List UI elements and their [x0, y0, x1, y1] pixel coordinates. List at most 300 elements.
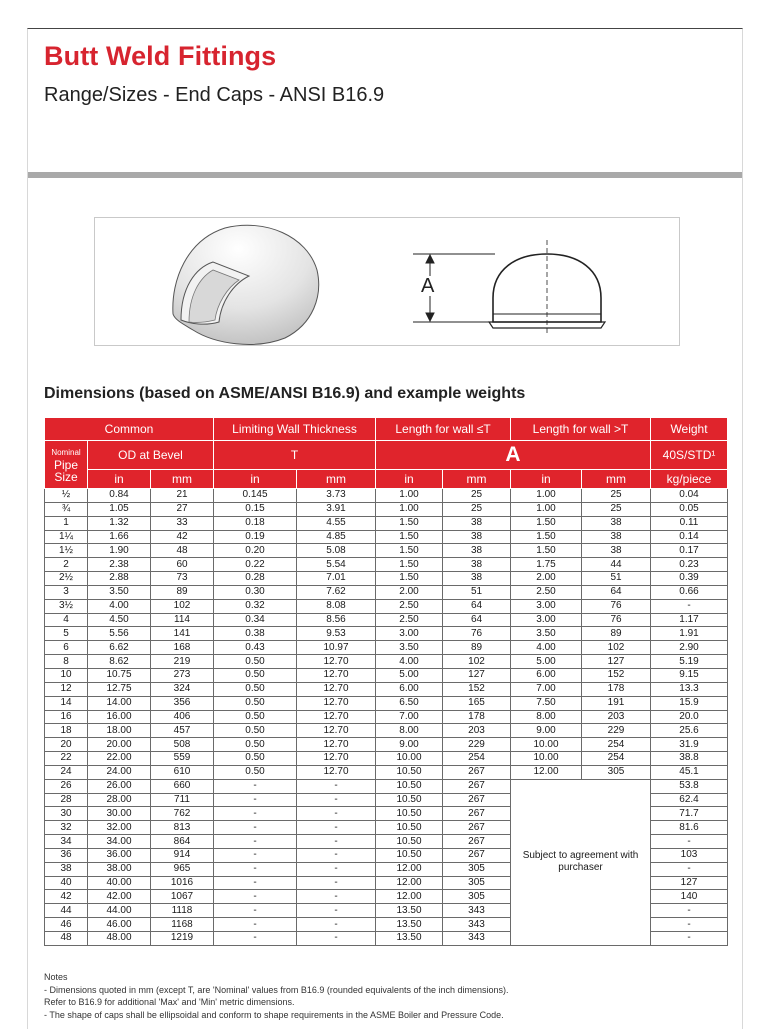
table-cell: 30.00	[88, 807, 151, 821]
table-cell: 203	[582, 710, 651, 724]
table-cell: 38	[443, 558, 511, 572]
table-cell: 12.00	[376, 862, 443, 876]
table-cell: 10.50	[376, 765, 443, 779]
table-cell: 8.00	[511, 710, 582, 724]
table-cell: 8.62	[88, 655, 151, 669]
table-cell: 1.00	[376, 502, 443, 516]
notes-heading: Notes	[44, 972, 68, 982]
group-weight: Weight	[651, 418, 728, 441]
table-cell: 12.70	[297, 710, 376, 724]
table-cell: 26	[45, 779, 88, 793]
table-cell: 1.00	[511, 489, 582, 503]
table-cell: 28.00	[88, 793, 151, 807]
table-cell: 28	[45, 793, 88, 807]
table-cell: 12	[45, 682, 88, 696]
table-cell: 3.00	[376, 627, 443, 641]
table-cell: 0.50	[214, 682, 297, 696]
table-cell: -	[297, 807, 376, 821]
unit-weight: kg/piece	[651, 470, 728, 489]
table-cell: 14	[45, 696, 88, 710]
table-cell: 3.91	[297, 502, 376, 516]
table-cell: 343	[443, 932, 511, 946]
table-cell: -	[297, 862, 376, 876]
table-cell: 305	[443, 890, 511, 904]
unit-a1-mm: mm	[443, 470, 511, 489]
note-line: - Dimensions quoted in mm (except T, are 'Nominal' values from B16.9 (rounded equivalents of the inch dimensions).	[44, 984, 509, 995]
table-cell: 0.20	[214, 544, 297, 558]
table-cell: 1.75	[511, 558, 582, 572]
table-cell: -	[214, 890, 297, 904]
table-cell: 12.70	[297, 765, 376, 779]
note-line: - The shape of caps shall be ellipsoidal and conform to shape requirements in the ASME Boiler and Pressure Code.	[44, 1009, 504, 1020]
table-cell: -	[651, 862, 728, 876]
table-cell: 42.00	[88, 890, 151, 904]
table-cell: 660	[151, 779, 214, 793]
table-cell: 2.50	[511, 585, 582, 599]
table-cell: 20.0	[651, 710, 728, 724]
table-cell: 10.50	[376, 848, 443, 862]
table-cell: 10.00	[376, 752, 443, 766]
table-cell: 24	[45, 765, 88, 779]
table-cell: 5.00	[511, 655, 582, 669]
end-cap-illustration	[95, 218, 679, 345]
table-cell: 267	[443, 835, 511, 849]
table-cell: 1.50	[376, 516, 443, 530]
table-cell: 0.15	[214, 502, 297, 516]
table-cell: 40	[45, 876, 88, 890]
group-wall: Limiting Wall Thickness	[214, 418, 376, 441]
table-cell: -	[214, 904, 297, 918]
table-cell: 5.54	[297, 558, 376, 572]
table-row	[45, 502, 728, 516]
table-cell: 18	[45, 724, 88, 738]
table-cell: 141	[151, 627, 214, 641]
table-cell: -	[651, 918, 728, 932]
dimensions-table	[44, 417, 728, 946]
table-row	[45, 752, 728, 766]
table-cell: 8	[45, 655, 88, 669]
table-cell: 1.05	[88, 502, 151, 516]
table-cell: 38.00	[88, 862, 151, 876]
table-cell: 2.90	[651, 641, 728, 655]
table-row	[45, 489, 728, 503]
table-cell: 9.00	[511, 724, 582, 738]
table-cell: 51	[582, 572, 651, 586]
table-cell: 1.50	[511, 530, 582, 544]
table-cell: 4.85	[297, 530, 376, 544]
table-cell: 1.00	[511, 502, 582, 516]
table-cell: 0.50	[214, 655, 297, 669]
table-cell: 1168	[151, 918, 214, 932]
table-cell: 13.3	[651, 682, 728, 696]
table-cell: 711	[151, 793, 214, 807]
page-subtitle: Range/Sizes - End Caps - ANSI B16.9	[44, 84, 385, 106]
table-cell: 60	[151, 558, 214, 572]
table-cell: 3.73	[297, 489, 376, 503]
table-cell: 1	[45, 516, 88, 530]
table-cell: 38	[45, 862, 88, 876]
table-cell: 508	[151, 738, 214, 752]
table-cell: 38	[582, 544, 651, 558]
table-cell: 8.08	[297, 599, 376, 613]
table-cell: 36	[45, 848, 88, 862]
table-cell: 13.50	[376, 932, 443, 946]
table-cell: 762	[151, 807, 214, 821]
table-row	[45, 682, 728, 696]
table-cell: 0.50	[214, 696, 297, 710]
table-cell: 9.15	[651, 668, 728, 682]
table-cell: 25	[582, 489, 651, 503]
table-cell: 46.00	[88, 918, 151, 932]
table-cell: 8.00	[376, 724, 443, 738]
table-cell: 0.50	[214, 738, 297, 752]
table-cell: 38	[443, 516, 511, 530]
table-cell: 178	[582, 682, 651, 696]
table-cell: 53.8	[651, 779, 728, 793]
table-cell: 0.50	[214, 724, 297, 738]
table-cell: 610	[151, 765, 214, 779]
table-cell: 5.00	[376, 668, 443, 682]
table-cell: 127	[443, 668, 511, 682]
table-cell: 45.1	[651, 765, 728, 779]
table-cell: 267	[443, 765, 511, 779]
table-cell: 25	[443, 502, 511, 516]
table-cell: 267	[443, 807, 511, 821]
table-row	[45, 544, 728, 558]
table-cell: -	[214, 918, 297, 932]
unit-a2-mm: mm	[582, 470, 651, 489]
table-cell: 20	[45, 738, 88, 752]
table-cell: 0.05	[651, 502, 728, 516]
datasheet-page	[27, 28, 743, 1029]
table-cell: 12.70	[297, 668, 376, 682]
table-cell: 0.50	[214, 752, 297, 766]
table-cell: 7.62	[297, 585, 376, 599]
table-cell: 24.00	[88, 765, 151, 779]
table-cell: -	[297, 793, 376, 807]
table-cell: 26.00	[88, 779, 151, 793]
table-cell: 0.18	[214, 516, 297, 530]
table-cell: 1.50	[376, 558, 443, 572]
table-row	[45, 696, 728, 710]
table-cell: 4	[45, 613, 88, 627]
table-cell: -	[214, 848, 297, 862]
table-cell: 64	[582, 585, 651, 599]
table-cell: 10.00	[511, 752, 582, 766]
table-cell: 0.34	[214, 613, 297, 627]
table-cell: -	[297, 821, 376, 835]
table-cell: 36.00	[88, 848, 151, 862]
table-cell: 10.00	[511, 738, 582, 752]
table-cell: 254	[582, 738, 651, 752]
table-cell: 114	[151, 613, 214, 627]
table-cell: 219	[151, 655, 214, 669]
table-cell: 89	[443, 641, 511, 655]
table-cell: 13.50	[376, 918, 443, 932]
table-cell: 7.01	[297, 572, 376, 586]
table-cell: 273	[151, 668, 214, 682]
table-cell: 25	[443, 489, 511, 503]
table-cell: 102	[582, 641, 651, 655]
table-cell: 267	[443, 779, 511, 793]
table-cell: 5.19	[651, 655, 728, 669]
table-cell: -	[651, 835, 728, 849]
table-cell: 1.50	[376, 572, 443, 586]
table-cell: 0.43	[214, 641, 297, 655]
table-cell: 10	[45, 668, 88, 682]
table-cell: 305	[582, 765, 651, 779]
table-cell: 0.04	[651, 489, 728, 503]
table-cell: 44	[582, 558, 651, 572]
table-cell: 0.145	[214, 489, 297, 503]
table-cell: 38	[582, 530, 651, 544]
pipe-label: Pipe	[53, 457, 79, 472]
table-cell: 3½	[45, 599, 88, 613]
table-cell: 0.11	[651, 516, 728, 530]
table-cell: 25.6	[651, 724, 728, 738]
notes	[44, 971, 724, 1021]
table-cell: 32	[45, 821, 88, 835]
table-cell: 305	[443, 862, 511, 876]
table-cell: -	[214, 862, 297, 876]
unit-od-mm: mm	[151, 470, 214, 489]
table-cell: 406	[151, 710, 214, 724]
table-cell: 6.50	[376, 696, 443, 710]
table-cell: 76	[443, 627, 511, 641]
table-cell: 305	[443, 876, 511, 890]
table-row	[45, 765, 728, 779]
table-cell: 16	[45, 710, 88, 724]
table-cell: 1.50	[511, 516, 582, 530]
table-cell: 7.00	[376, 710, 443, 724]
table-cell: 25	[582, 502, 651, 516]
table-cell: -	[297, 932, 376, 946]
table-cell: 6.00	[511, 668, 582, 682]
table-cell: 191	[582, 696, 651, 710]
table-cell: 165	[443, 696, 511, 710]
table-cell: 7.50	[511, 696, 582, 710]
table-cell: 3.50	[511, 627, 582, 641]
table-row	[45, 779, 728, 793]
table-cell: 76	[582, 613, 651, 627]
unit-a2-in: in	[511, 470, 582, 489]
table-cell: -	[214, 876, 297, 890]
table-cell: 12.00	[511, 765, 582, 779]
table-cell: 0.14	[651, 530, 728, 544]
table-cell: 38	[443, 544, 511, 558]
table-cell: 0.84	[88, 489, 151, 503]
header-row-units	[45, 470, 728, 489]
table-cell: 1118	[151, 904, 214, 918]
table-cell: 103	[651, 848, 728, 862]
table-row	[45, 655, 728, 669]
table-cell: 12.70	[297, 738, 376, 752]
table-cell: 48	[45, 932, 88, 946]
unit-a1-in: in	[376, 470, 443, 489]
table-cell: 0.50	[214, 710, 297, 724]
table-row	[45, 738, 728, 752]
table-row	[45, 627, 728, 641]
table-cell: -	[651, 904, 728, 918]
table-cell: 10.50	[376, 807, 443, 821]
group-length-gt: Length for wall >T	[511, 418, 651, 441]
table-cell: 12.00	[376, 876, 443, 890]
table-cell: -	[297, 835, 376, 849]
section-title: Dimensions (based on ASME/ANSI B16.9) and example weights	[44, 385, 526, 402]
table-cell: 5	[45, 627, 88, 641]
table-cell: -	[297, 904, 376, 918]
table-cell: -	[297, 918, 376, 932]
table-cell: 457	[151, 724, 214, 738]
table-cell: -	[297, 876, 376, 890]
table-cell: 10.50	[376, 779, 443, 793]
end-cap-figure	[94, 217, 680, 346]
table-cell: 343	[443, 918, 511, 932]
t-header: T	[214, 441, 376, 470]
table-cell: 32.00	[88, 821, 151, 835]
table-cell: 2½	[45, 572, 88, 586]
page-title: Butt Weld Fittings	[44, 41, 277, 71]
table-cell: 89	[151, 585, 214, 599]
table-cell: 42	[45, 890, 88, 904]
table-cell: 81.6	[651, 821, 728, 835]
table-cell: -	[297, 848, 376, 862]
table-cell: -	[214, 835, 297, 849]
table-cell: 10.75	[88, 668, 151, 682]
table-cell: 168	[151, 641, 214, 655]
table-cell: 89	[582, 627, 651, 641]
table-cell: 12.70	[297, 682, 376, 696]
table-row	[45, 613, 728, 627]
table-row	[45, 572, 728, 586]
table-cell: 44.00	[88, 904, 151, 918]
table-cell: 559	[151, 752, 214, 766]
table-cell: 8.56	[297, 613, 376, 627]
table-cell: 140	[651, 890, 728, 904]
weight-schedule-header: 40S/STD¹	[651, 441, 728, 470]
unit-t-mm: mm	[297, 470, 376, 489]
table-cell: -	[651, 599, 728, 613]
table-cell: 2	[45, 558, 88, 572]
table-cell: 34	[45, 835, 88, 849]
table-cell: 44	[45, 904, 88, 918]
table-row	[45, 724, 728, 738]
table-cell: 4.50	[88, 613, 151, 627]
table-cell: 152	[582, 668, 651, 682]
table-cell: 203	[443, 724, 511, 738]
table-cell: 13.50	[376, 904, 443, 918]
table-row	[45, 516, 728, 530]
table-cell: 1.50	[511, 544, 582, 558]
table-cell: 254	[443, 752, 511, 766]
table-row	[45, 599, 728, 613]
table-cell: 254	[582, 752, 651, 766]
table-cell: 42	[151, 530, 214, 544]
table-cell: ¾	[45, 502, 88, 516]
table-cell: 1016	[151, 876, 214, 890]
table-cell: -	[214, 779, 297, 793]
table-cell: 1.50	[376, 530, 443, 544]
table-cell: 0.28	[214, 572, 297, 586]
table-cell: 1.66	[88, 530, 151, 544]
table-cell: 0.50	[214, 668, 297, 682]
table-cell: 229	[582, 724, 651, 738]
group-common: Common	[45, 418, 214, 441]
table-cell: -	[651, 932, 728, 946]
unit-t-in: in	[214, 470, 297, 489]
nominal-pipe-size-header	[45, 441, 88, 489]
table-cell: 356	[151, 696, 214, 710]
table-cell: 1.90	[88, 544, 151, 558]
table-cell: -	[297, 779, 376, 793]
table-row	[45, 641, 728, 655]
table-cell: 31.9	[651, 738, 728, 752]
header-divider	[28, 172, 742, 178]
table-cell: 0.66	[651, 585, 728, 599]
table-cell: 3.00	[511, 613, 582, 627]
table-cell: 4.00	[88, 599, 151, 613]
table-cell: 267	[443, 793, 511, 807]
table-cell: 22.00	[88, 752, 151, 766]
table-cell: 12.00	[376, 890, 443, 904]
table-cell: 64	[443, 613, 511, 627]
table-cell: 1219	[151, 932, 214, 946]
table-cell: 267	[443, 848, 511, 862]
table-cell: 1.32	[88, 516, 151, 530]
table-cell: 127	[651, 876, 728, 890]
table-cell: 6	[45, 641, 88, 655]
table-cell: 3.50	[376, 641, 443, 655]
table-cell: 14.00	[88, 696, 151, 710]
table-row	[45, 558, 728, 572]
table-cell: 10.97	[297, 641, 376, 655]
table-cell: 0.22	[214, 558, 297, 572]
table-cell: 2.00	[376, 585, 443, 599]
table-row	[45, 530, 728, 544]
table-cell: -	[214, 821, 297, 835]
table-cell: 9.53	[297, 627, 376, 641]
table-cell: 813	[151, 821, 214, 835]
table-cell: 102	[151, 599, 214, 613]
table-cell: 3.50	[88, 585, 151, 599]
table-cell: 343	[443, 904, 511, 918]
table-cell: ½	[45, 489, 88, 503]
table-cell: 71.7	[651, 807, 728, 821]
table-cell: 2.50	[376, 599, 443, 613]
table-cell: 16.00	[88, 710, 151, 724]
table-cell: 2.88	[88, 572, 151, 586]
table-cell: 1.17	[651, 613, 728, 627]
table-cell: 4.00	[511, 641, 582, 655]
table-cell: 46	[45, 918, 88, 932]
table-cell: 73	[151, 572, 214, 586]
table-cell: 1.50	[376, 544, 443, 558]
table-cell: 30	[45, 807, 88, 821]
table-cell: 1.91	[651, 627, 728, 641]
header-row-groups	[45, 418, 728, 441]
table-cell: 40.00	[88, 876, 151, 890]
table-cell: 0.39	[651, 572, 728, 586]
table-cell: 5.56	[88, 627, 151, 641]
unit-od-in: in	[88, 470, 151, 489]
table-cell: 3	[45, 585, 88, 599]
table-cell: -	[214, 807, 297, 821]
table-cell: 0.19	[214, 530, 297, 544]
header-row-labels	[45, 441, 728, 470]
table-cell: 2.38	[88, 558, 151, 572]
table-cell: 38	[443, 572, 511, 586]
table-row	[45, 668, 728, 682]
